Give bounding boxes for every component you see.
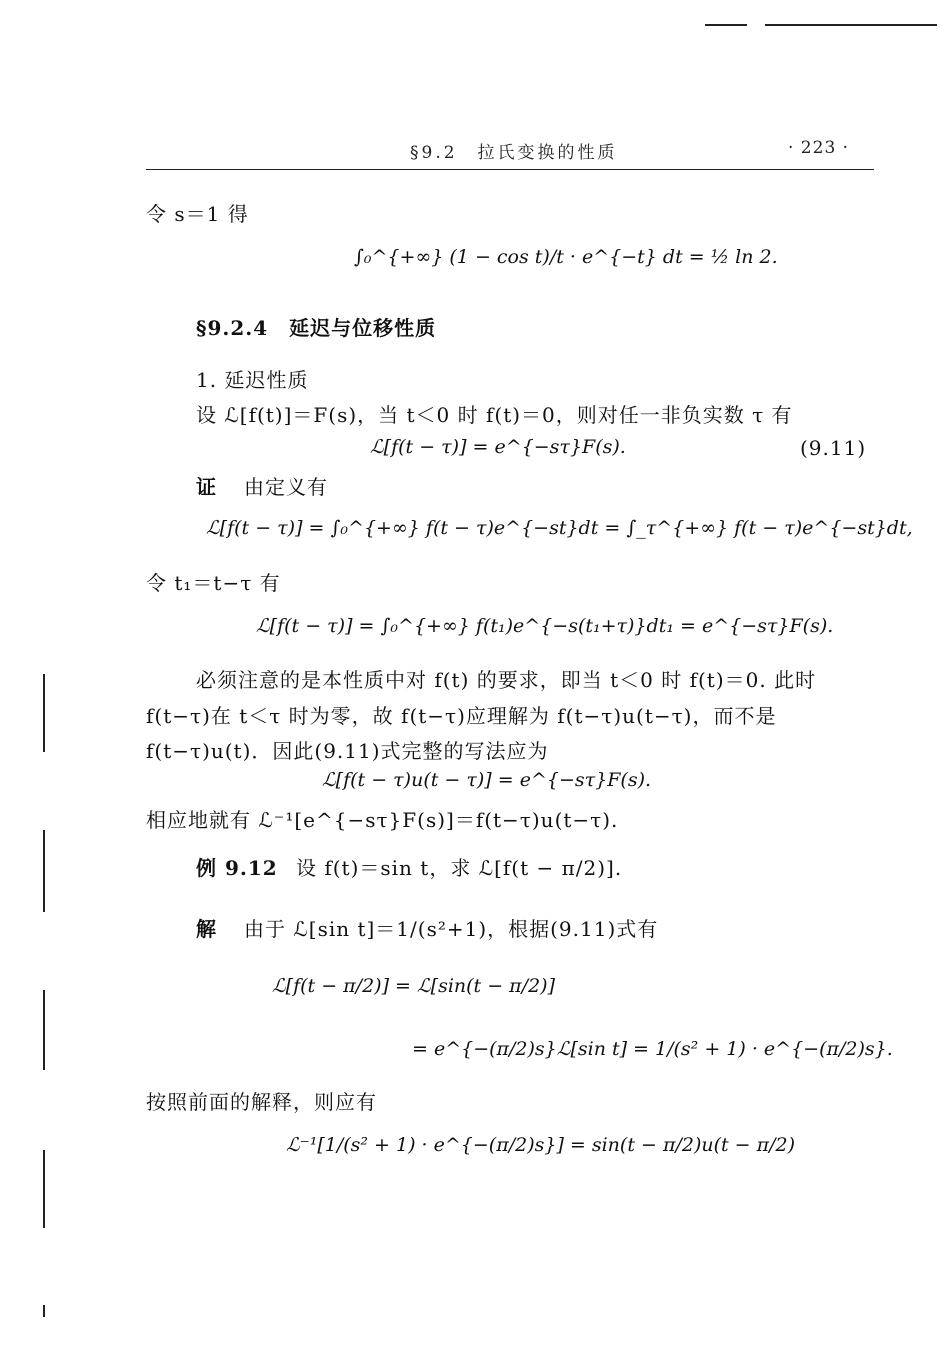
margin-mark-4 <box>43 1150 45 1228</box>
inverse-transform-line: 相应地就有 ℒ⁻¹[e^{−sτ}F(s)]＝f(t−τ)u(t−τ). <box>146 808 619 832</box>
subsection-heading: §9.2.4 延迟与位移性质 <box>196 316 437 340</box>
proof-intro: 由定义有 <box>244 475 328 499</box>
follow-up-text: 按照前面的解释，则应有 <box>146 1090 377 1114</box>
margin-mark-2 <box>43 830 45 912</box>
solution-equation-2: = e^{−(π/2)s}ℒ[sin t] = 1/(s² + 1) · e^{−(π/2)s}. <box>412 1038 893 1060</box>
margin-mark-1 <box>43 674 45 752</box>
page-number: · 223 · <box>788 138 850 158</box>
paragraph-line-2: f(t−τ)在 t＜τ 时为零，故 f(t−τ)应理解为 f(t−τ)u(t−τ)，而不是 <box>146 704 777 728</box>
let-t1: 令 t₁＝t−τ 有 <box>146 571 281 595</box>
equation-9-11-label: (9.11) <box>800 436 867 460</box>
solution-intro: 由于 ℒ[sin t]＝1/(s²+1)，根据(9.11)式有 <box>244 917 659 941</box>
top-rule-left <box>705 24 747 26</box>
let-s-equals-1: 令 s＝1 得 <box>146 202 249 226</box>
margin-mark-3 <box>43 990 45 1070</box>
paragraph-line-3: f(t−τ)u(t)．因此(9.11)式完整的写法应为 <box>146 739 549 763</box>
property-statement: 设 ℒ[f(t)]＝F(s)，当 t＜0 时 f(t)＝0，则对任一非负实数 τ 有 <box>196 403 793 427</box>
proof-equation-2: ℒ[f(t − τ)] = ∫₀^{+∞} f(t₁)e^{−s(t₁+τ)}dt₁ = e^{−sτ}F(s). <box>256 615 834 637</box>
header-rule <box>146 169 874 170</box>
solution-label: 解 <box>196 917 217 941</box>
equation-integral-ln2: ∫₀^{+∞} (1 − cos t)/t · e^{−t} dt = ½ ln 2. <box>354 246 778 268</box>
proof-equation-1: ℒ[f(t − τ)] = ∫₀^{+∞} f(t − τ)e^{−st}dt = ∫_τ^{+∞} f(t − τ)e^{−st}dt, <box>206 517 913 539</box>
equation-full-form: ℒ[f(t − τ)u(t − τ)] = e^{−sτ}F(s). <box>322 769 652 791</box>
item-delay-property: 1. 延迟性质 <box>196 368 309 392</box>
example-statement: 设 f(t)＝sin t，求 ℒ[f(t − π/2)]. <box>296 856 623 880</box>
solution-equation-1: ℒ[f(t − π/2)] = ℒ[sin(t − π/2)] <box>272 975 555 997</box>
example-label: 例 9.12 <box>196 856 278 880</box>
final-equation: ℒ⁻¹[1/(s² + 1) · e^{−(π/2)s}] = sin(t − π/2)u(t − π/2) <box>286 1134 796 1156</box>
paragraph-line-1: 必须注意的是本性质中对 f(t) 的要求，即当 t＜0 时 f(t)＝0. 此时 <box>196 668 817 692</box>
top-rule-right <box>765 24 937 26</box>
margin-mark-5 <box>43 1305 45 1317</box>
proof-label: 证 <box>196 475 217 499</box>
running-header-section: §9.2 拉氏变换的性质 <box>410 143 618 163</box>
equation-9-11: ℒ[f(t − τ)] = e^{−sτ}F(s). <box>370 436 626 458</box>
